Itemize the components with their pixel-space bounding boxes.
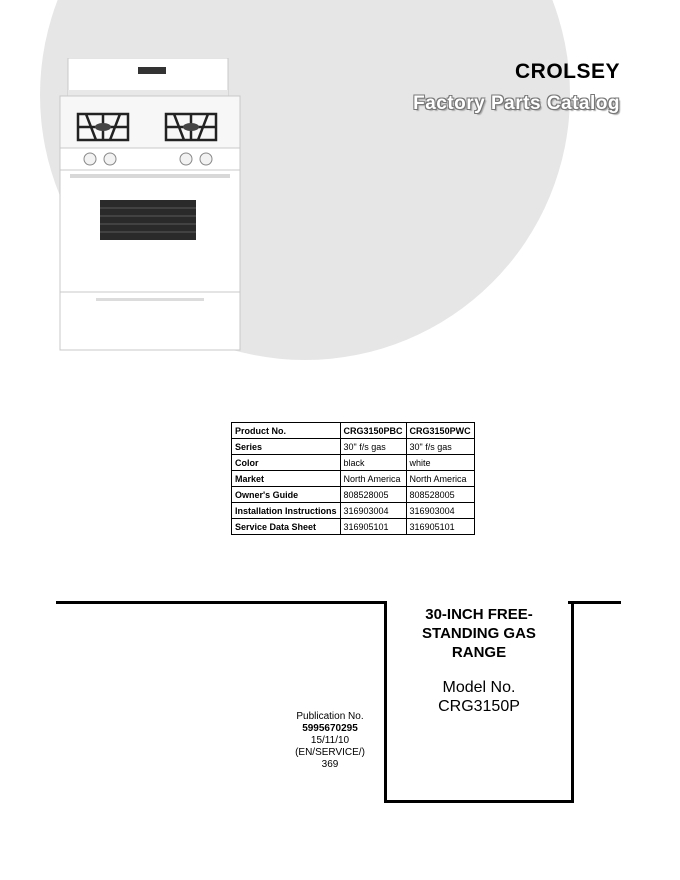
row-label: Installation Instructions	[232, 503, 341, 519]
table-cell: 30" f/s gas	[406, 439, 474, 455]
table-cell: 316903004	[340, 503, 406, 519]
publication-code: (EN/SERVICE/)	[295, 747, 365, 758]
publication-number: 5995670295	[302, 723, 358, 734]
title-line: STANDING GAS	[422, 625, 536, 642]
model-label: Model No.	[442, 679, 516, 696]
table-cell: 808528005	[406, 487, 474, 503]
table-row	[232, 503, 475, 519]
divider-rule	[568, 601, 621, 604]
table-cell: CRG3150PBC	[340, 423, 406, 439]
specs-table	[231, 422, 475, 535]
row-label: Color	[232, 455, 341, 471]
table-row	[232, 423, 475, 439]
row-label: Owner's Guide	[232, 487, 341, 503]
row-label: Product No.	[232, 423, 341, 439]
divider-rule	[56, 601, 386, 604]
title-line: RANGE	[451, 644, 507, 661]
publication-date: 15/11/10	[310, 735, 350, 746]
table-cell: 316905101	[406, 519, 474, 535]
table-cell: 30" f/s gas	[340, 439, 406, 455]
table-cell: North America	[340, 471, 406, 487]
model-number: CRG3150P	[438, 698, 520, 715]
table-cell: 316903004	[406, 503, 474, 519]
table-row	[232, 471, 475, 487]
table-cell: North America	[406, 471, 474, 487]
table-row	[232, 455, 475, 471]
catalog-subtitle: Factory Parts Catalog	[413, 93, 620, 114]
table-cell: 808528005	[340, 487, 406, 503]
publication-info	[280, 711, 380, 771]
table-row	[232, 439, 475, 455]
table-row	[232, 519, 475, 535]
brand-name: CROLSEY	[514, 60, 620, 83]
publication-label: Publication No.	[296, 711, 364, 722]
table-cell: white	[406, 455, 474, 471]
table-cell: 316905101	[340, 519, 406, 535]
publication-extra: 369	[321, 759, 339, 770]
title-line: 30-INCH FREE-	[425, 606, 533, 623]
range-title	[387, 605, 571, 662]
table-cell: CRG3150PWC	[406, 423, 474, 439]
row-label: Series	[232, 439, 341, 455]
row-label: Service Data Sheet	[232, 519, 341, 535]
table-cell: black	[340, 455, 406, 471]
row-label: Market	[232, 471, 341, 487]
gas-range-icon	[56, 58, 244, 353]
table-row	[232, 487, 475, 503]
